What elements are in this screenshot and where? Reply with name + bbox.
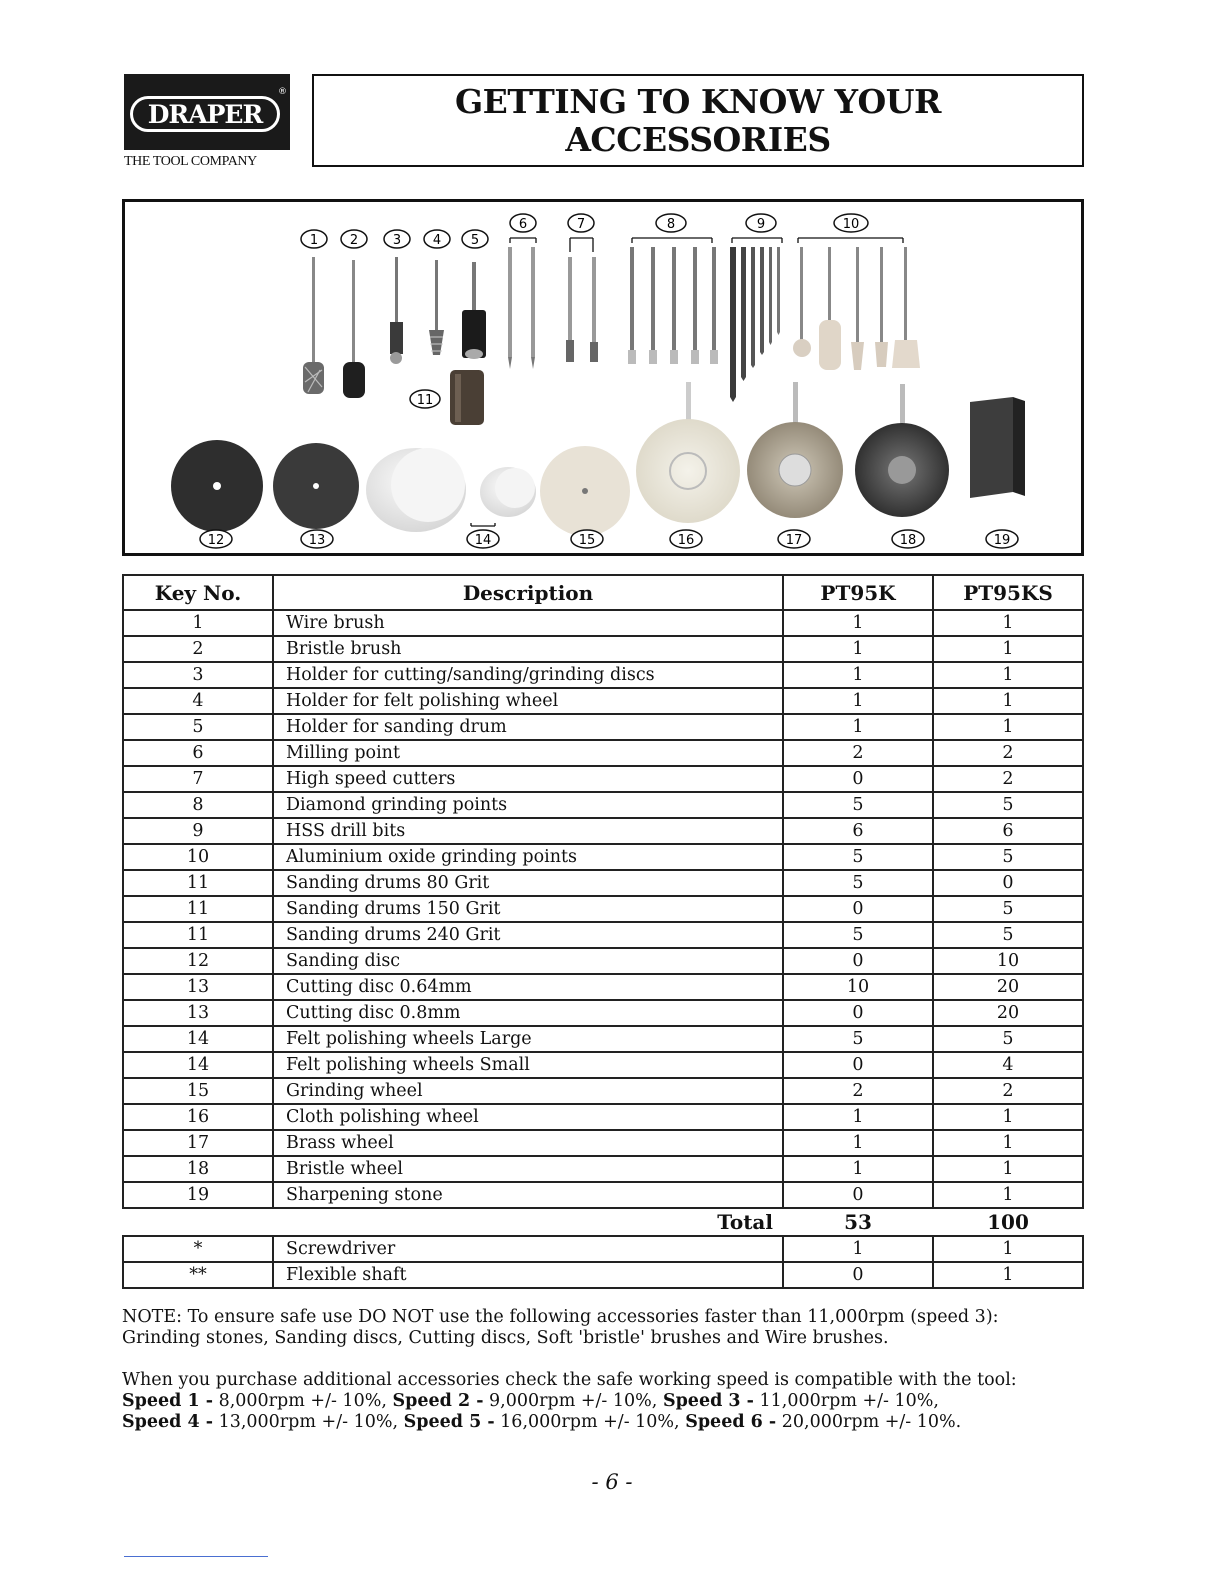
callout-2-label: 2 [349,233,359,248]
safety-note-line-2: Grinding stones, Sanding discs, Cutting discs, Soft 'bristle' brushes and Wire brushes. [122,1328,889,1348]
callout-4 [424,230,450,248]
callout-15 [571,530,603,548]
row-description: Bristle brush [273,636,783,662]
row-pt95k-qty: 10 [783,974,933,1000]
callout-18-label: 18 [899,533,917,548]
row-pt95ks-qty: 2 [933,766,1083,792]
row-key-no: 15 [123,1078,273,1104]
callout-11-label: 11 [416,393,434,408]
row-key-no: 17 [123,1130,273,1156]
row-key-no: 13 [123,1000,273,1026]
callout-5 [462,230,488,248]
callout-7-label: 7 [576,217,586,232]
row-pt95k-qty: 1 [783,662,933,688]
diamond-points-item [628,247,718,364]
total-pt95ks: 100 [933,1208,1083,1236]
accessories-figure [122,199,1084,556]
speeds-line-2 [122,1412,1084,1433]
row-pt95k-qty: 0 [783,1182,933,1208]
callout-6-label: 6 [518,217,528,232]
row-pt95k-qty: 5 [783,844,933,870]
table-row [123,688,1083,714]
felt-holder-item [429,260,444,355]
row-description: Felt polishing wheels Large [273,1026,783,1052]
table-row [123,844,1083,870]
table-row [123,1236,1083,1262]
callout-3-label: 3 [392,233,402,248]
callout-14-label: 14 [474,533,492,548]
row-key-no: 11 [123,922,273,948]
table-row [123,948,1083,974]
row-description: Screwdriver [273,1236,783,1262]
row-pt95k-qty: 1 [783,1104,933,1130]
speed-1-label: Speed 1 - [122,1391,214,1411]
table-row [123,922,1083,948]
row-key-no: 14 [123,1026,273,1052]
row-pt95ks-qty: 5 [933,922,1083,948]
table-row [123,792,1083,818]
row-pt95ks-qty: 10 [933,948,1083,974]
row-pt95k-qty: 5 [783,1026,933,1052]
table-row [123,714,1083,740]
sanding-disc-item [171,440,263,532]
row-key-no: ** [123,1262,273,1288]
callout-8-label: 8 [666,217,676,232]
safety-note-line-1: NOTE: To ensure safe use DO NOT use the following accessories faster than 11,000rpm (speed 3): [122,1307,999,1327]
drum-holder-item [462,262,486,359]
callout-12-label: 12 [207,533,225,548]
row-pt95k-qty: 0 [783,1262,933,1288]
header-pt95k: PT95K [783,575,933,610]
row-description: Sanding drums 240 Grit [273,922,783,948]
row-key-no: 13 [123,974,273,1000]
speed-3-label: Speed 3 - [662,1391,754,1411]
row-pt95k-qty: 0 [783,948,933,974]
callout-17 [778,530,810,548]
row-key-no: 11 [123,896,273,922]
callout-7 [568,214,594,252]
callout-group-top [301,214,903,252]
row-key-no: * [123,1236,273,1262]
hss-drill-bits-item [730,247,780,402]
table-row [123,974,1083,1000]
row-key-no: 16 [123,1104,273,1130]
table-row [123,1156,1083,1182]
row-description: Milling point [273,740,783,766]
row-key-no: 1 [123,610,273,636]
table-row [123,1026,1083,1052]
row-description: Grinding wheel [273,1078,783,1104]
callout-9-label: 9 [756,217,766,232]
row-key-no: 18 [123,1156,273,1182]
table-row [123,662,1083,688]
row-description: Holder for sanding drum [273,714,783,740]
row-key-no: 8 [123,792,273,818]
callout-1-label: 1 [309,233,319,248]
felt-wheel-large-item [366,448,466,532]
cloth-polishing-wheel-item [636,382,740,523]
row-pt95k-qty: 1 [783,636,933,662]
brass-wheel-item [747,382,843,518]
page-number: - 6 - [591,1470,633,1494]
row-key-no: 6 [123,740,273,766]
row-description: Felt polishing wheels Small [273,1052,783,1078]
callout-2 [341,230,367,248]
row-key-no: 5 [123,714,273,740]
callout-18 [892,530,924,548]
row-pt95ks-qty: 1 [933,1156,1083,1182]
row-pt95k-qty: 0 [783,1000,933,1026]
table-total-section [123,1208,1083,1236]
row-description: Cloth polishing wheel [273,1104,783,1130]
row-pt95ks-qty: 2 [933,1078,1083,1104]
aluminium-oxide-points-item [793,247,920,370]
speed-5-label: Speed 5 - [403,1412,495,1432]
row-description: High speed cutters [273,766,783,792]
speed-note [122,1370,1084,1433]
registered-mark: ® [278,87,287,97]
logo-oval [130,96,280,132]
total-pt95k: 53 [783,1208,933,1236]
table-row [123,1052,1083,1078]
speed-3-value: 11,000rpm +/- 10%, [753,1391,939,1411]
row-pt95k-qty: 1 [783,714,933,740]
table-row [123,1078,1083,1104]
row-description: Sanding disc [273,948,783,974]
row-description: Sanding drums 80 Grit [273,870,783,896]
row-pt95ks-qty: 1 [933,1262,1083,1288]
callout-14 [467,523,499,548]
row-pt95k-qty: 1 [783,688,933,714]
row-pt95k-qty: 2 [783,1078,933,1104]
header-pt95ks: PT95KS [933,575,1083,610]
cutting-disc-item [273,443,359,529]
logo-badge [124,74,290,150]
callout-6 [510,214,536,243]
speed-4-value: 13,000rpm +/- 10%, [213,1412,404,1432]
row-description: Sharpening stone [273,1182,783,1208]
row-description: HSS drill bits [273,818,783,844]
table-row [123,818,1083,844]
row-pt95k-qty: 1 [783,1130,933,1156]
callout-8 [632,214,712,243]
callout-19 [986,530,1018,548]
row-pt95ks-qty: 6 [933,818,1083,844]
callout-10-label: 10 [842,217,860,232]
callout-5-label: 5 [470,233,480,248]
felt-wheel-small-item [480,467,536,517]
row-pt95k-qty: 0 [783,1052,933,1078]
table-row [123,1000,1083,1026]
row-pt95ks-qty: 5 [933,792,1083,818]
table-body [123,610,1083,1208]
callout-19-label: 19 [993,533,1011,548]
callout-17-label: 17 [785,533,803,548]
row-pt95ks-qty: 20 [933,974,1083,1000]
table-row [123,1104,1083,1130]
callout-12 [200,530,232,548]
disc-holder-item [390,257,403,364]
bristle-wheel-item [855,384,949,517]
header-description: Description [273,575,783,610]
row-description: Cutting disc 0.64mm [273,974,783,1000]
total-label: Total [123,1208,783,1236]
page-link-underline [124,1556,268,1557]
table-row [123,1262,1083,1288]
row-pt95k-qty: 5 [783,792,933,818]
grinding-wheel-item [540,446,630,536]
row-pt95k-qty: 0 [783,766,933,792]
row-key-no: 2 [123,636,273,662]
row-description: Brass wheel [273,1130,783,1156]
row-description: Wire brush [273,610,783,636]
row-description: Flexible shaft [273,1262,783,1288]
callout-10 [798,214,903,243]
milling-points-item [508,247,535,369]
row-description: Bristle wheel [273,1156,783,1182]
table-row [123,636,1083,662]
row-description: Aluminium oxide grinding points [273,844,783,870]
row-description: Diamond grinding points [273,792,783,818]
speed-2-label: Speed 2 - [392,1391,484,1411]
draper-logo [124,74,290,170]
row-key-no: 11 [123,870,273,896]
speed-1-value: 8,000rpm +/- 10%, [213,1391,393,1411]
table-row [123,1182,1083,1208]
row-description: Cutting disc 0.8mm [273,1000,783,1026]
row-pt95ks-qty: 1 [933,1130,1083,1156]
row-key-no: 10 [123,844,273,870]
speed-5-value: 16,000rpm +/- 10%, [494,1412,686,1432]
row-pt95k-qty: 6 [783,818,933,844]
speeds-line-1 [122,1391,1084,1412]
row-key-no: 3 [123,662,273,688]
row-pt95ks-qty: 1 [933,1236,1083,1262]
row-pt95k-qty: 2 [783,740,933,766]
row-key-no: 12 [123,948,273,974]
row-key-no: 4 [123,688,273,714]
row-pt95k-qty: 0 [783,896,933,922]
table-row [123,1130,1083,1156]
table-extras [123,1236,1083,1288]
callout-3 [384,230,410,248]
table-header-row [123,575,1083,610]
row-description: Holder for cutting/sanding/grinding discs [273,662,783,688]
callout-13-label: 13 [308,533,326,548]
row-pt95ks-qty: 1 [933,1182,1083,1208]
callout-16-label: 16 [677,533,695,548]
row-pt95ks-qty: 20 [933,1000,1083,1026]
row-pt95k-qty: 5 [783,870,933,896]
callout-13 [301,530,333,548]
row-pt95ks-qty: 1 [933,1104,1083,1130]
row-pt95k-qty: 5 [783,922,933,948]
accessories-table [122,574,1084,1289]
row-pt95ks-qty: 5 [933,1026,1083,1052]
table-row [123,870,1083,896]
speed-6-value: 20,000rpm +/- 10%. [776,1412,962,1432]
row-key-no: 9 [123,818,273,844]
row-pt95ks-qty: 5 [933,896,1083,922]
speed-6-label: Speed 6 - [685,1412,777,1432]
callout-1 [301,230,327,248]
title-line-2: ACCESSORIES [565,119,831,159]
sanding-drum-item [410,370,484,425]
high-speed-cutters-item [566,257,598,362]
row-pt95ks-qty: 1 [933,636,1083,662]
accessories-illustration [125,202,1081,553]
callout-4-label: 4 [432,233,442,248]
wire-brush-item [303,257,324,394]
row-pt95ks-qty: 5 [933,844,1083,870]
table-row [123,740,1083,766]
callout-16 [670,530,702,548]
total-row [123,1208,1083,1236]
logo-tagline: THE TOOL COMPANY [124,154,257,169]
row-key-no: 7 [123,766,273,792]
row-pt95ks-qty: 1 [933,688,1083,714]
row-pt95ks-qty: 4 [933,1052,1083,1078]
callout-9 [732,214,782,243]
header-key-no: Key No. [123,575,273,610]
speed-2-value: 9,000rpm +/- 10%, [483,1391,663,1411]
purchase-note: When you purchase additional accessories check the safe working speed is compatible with the tool: [122,1370,1017,1390]
row-pt95ks-qty: 1 [933,610,1083,636]
row-pt95ks-qty: 1 [933,714,1083,740]
safety-note [122,1307,1084,1349]
row-key-no: 14 [123,1052,273,1078]
row-pt95k-qty: 1 [783,610,933,636]
speed-4-label: Speed 4 - [122,1412,214,1432]
row-pt95k-qty: 1 [783,1236,933,1262]
bristle-brush-item [343,260,365,398]
row-pt95ks-qty: 2 [933,740,1083,766]
row-pt95ks-qty: 1 [933,662,1083,688]
row-key-no: 19 [123,1182,273,1208]
logo-name: DRAPER [147,99,263,129]
table-row [123,610,1083,636]
callout-15-label: 15 [578,533,596,548]
sharpening-stone-item [970,397,1025,498]
table-row [123,896,1083,922]
table-row [123,766,1083,792]
title-line-1: GETTING TO KNOW YOUR [455,81,941,121]
row-description: Holder for felt polishing wheel [273,688,783,714]
row-pt95k-qty: 1 [783,1156,933,1182]
page-title [312,74,1084,167]
row-description: Sanding drums 150 Grit [273,896,783,922]
row-pt95ks-qty: 0 [933,870,1083,896]
